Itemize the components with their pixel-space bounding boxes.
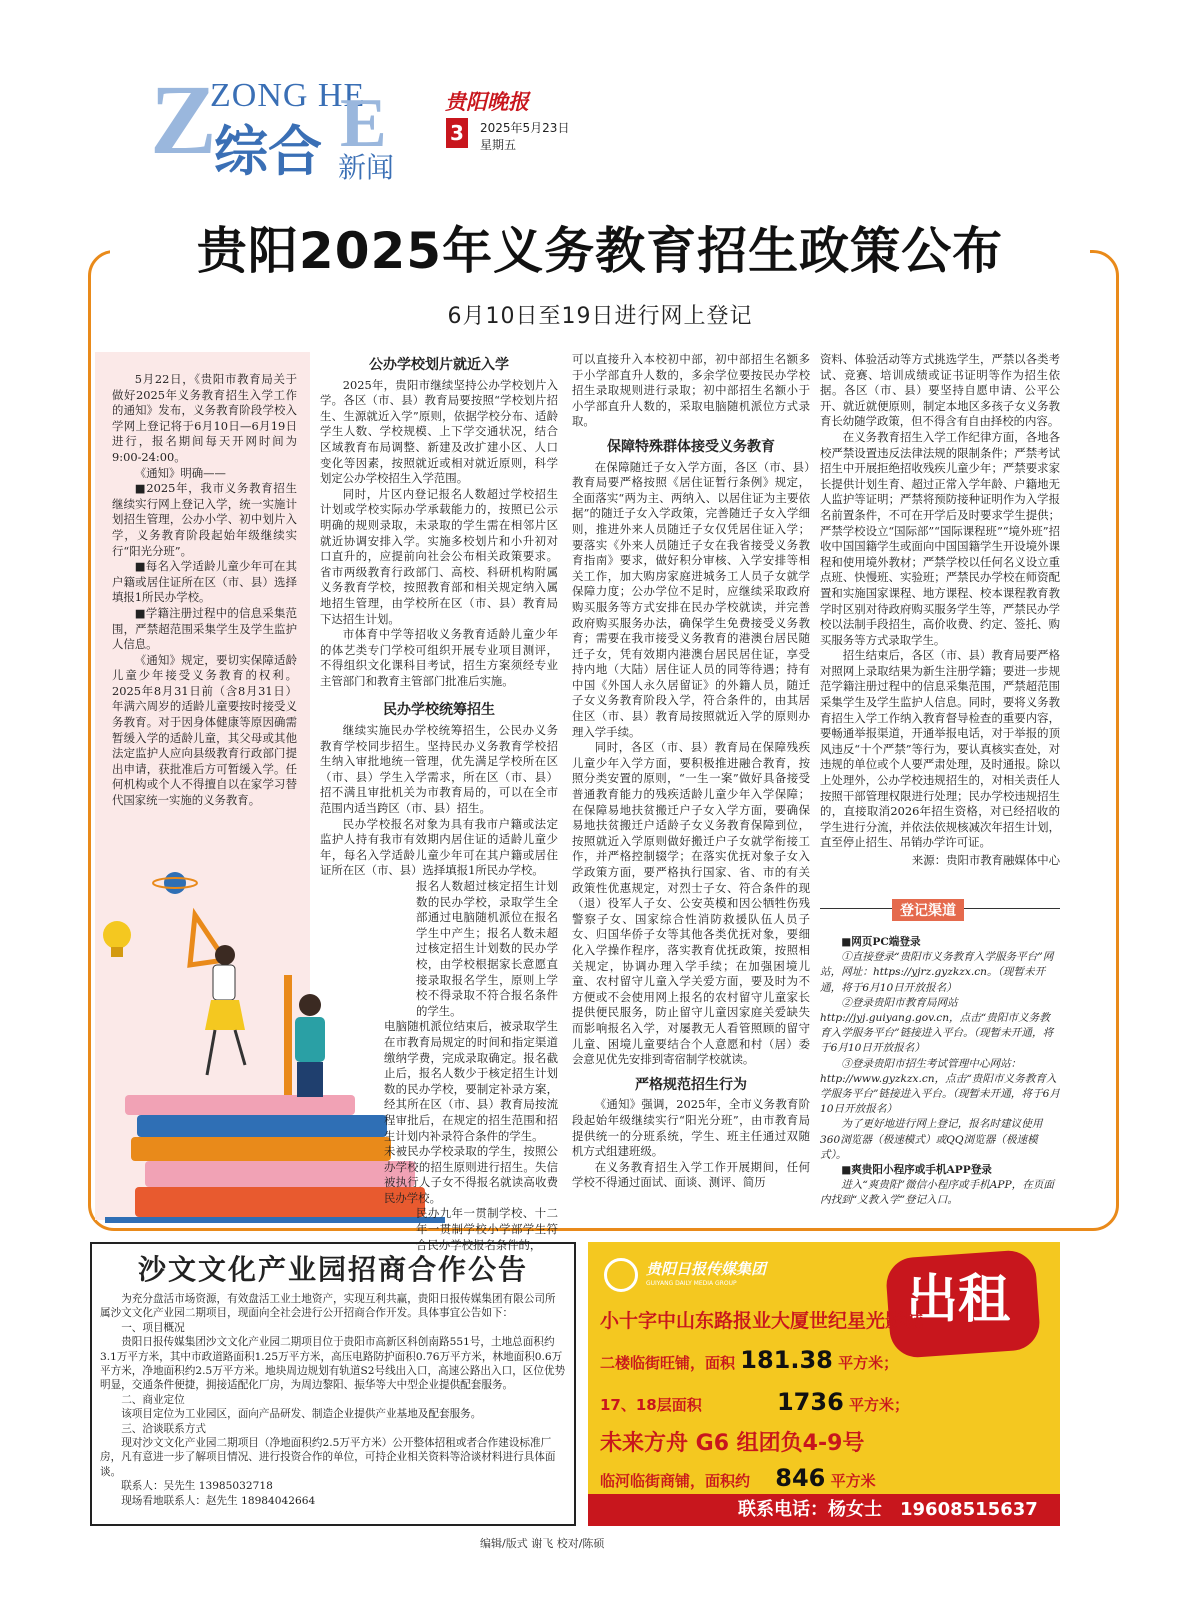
rental-ad bbox=[588, 1242, 1060, 1526]
summary-paragraph: ■每名入学适龄儿童少年可在其户籍或居住证所在区（市、县）选择填报1所民办学校。 bbox=[112, 559, 297, 605]
article-paragraph: 民办学校报名对象为具有我市户籍或法定监护人持有我市有效期内居住证的适龄儿童少年，每名入学适龄儿童少年可在其户籍或居住证所在区（市、县）选择填报1所民办学校。 bbox=[320, 816, 558, 878]
article-paragraph: 市体育中学等招收义务教育适龄儿童少年的体艺类专门学校可组织开展专业项目测评，不得组织文化课科目考试，招生方案须经专业主管部门和教育主管部门批准后实施。 bbox=[320, 627, 558, 688]
section-heading: 公办学校划片就近入学 bbox=[369, 357, 509, 373]
article-paragraph: 《通知》强调，2025年，全市义务教育阶段起始年级继续实行“阳光分班”，由市教育局提供统一的分班系统，学生、班主任通过双随机方式组建班级。 bbox=[572, 1097, 810, 1159]
notice-item: 该项目定位为工业园区，面向产品研发、制造企业提供产业基地及配套服务。 bbox=[121, 1408, 482, 1421]
article-column-2 bbox=[572, 352, 810, 1191]
registration-item: ①直接登录“贵阳市义务教育入学服务平台”网站，网址：https://yjrz.gyzkzx.cn。（现暂未开通，将于6月10日开放报名） bbox=[820, 951, 1054, 994]
article-source: 来源：贵阳市教育融媒体中心 bbox=[911, 853, 1060, 867]
masthead bbox=[150, 64, 610, 198]
registration-title: 登记渠道 bbox=[892, 899, 964, 921]
registration-item: 为了更好地进行网上登记，报名时建议使用360浏览器（极速模式）或QQ浏览器（极速模式）。 bbox=[820, 1118, 1043, 1161]
article-paragraph: 民办九年一贯制学校、十二年一贯制学校小学部学生符合民办学校报名条件的， bbox=[416, 1206, 558, 1252]
article-paragraph: 同时，各区（市、县）教育局在保障残疾儿童少年入学方面，要积极推进融合教育，按照分类安置的原则，“一生一案”做好具备接受普通教育能力的残疾适龄儿童少年入学保障；在保障易地扶贫搬迁户子女入学方面，要确保易地扶贫搬迁户适龄子女义务教育保障到位，按照就近入学原则做好搬迁户子女就学衔接工作，并严格控制辍学；在落实优抚对象子女入学政策方面，要严格执行国家、省、市的有关政策性优惠规定，对烈士子女、符合条件的现（退）役军人子女、公安英模和因公牺牲伤残警察子女、国家综合性消防救援队伍人员子女、归国华侨子女等其他各类优抚对象，要细化入学操作程序，落实教育优抚政策，按照相关规定，协调办理入学手续；在加强困境儿童、农村留守儿童入学关爱方面，要及时为不方便或不会使用网上报名的农村留守儿童家长提供便民服务，防止留守儿童因家庭关爱缺失而影响报名入学，对屡教无人看管照顾的留守儿童、困境儿童要结合个人意愿和村（居）委会意见优先安排到寄宿制学校就读。 bbox=[572, 740, 810, 1067]
rental-phone: 联系电话：杨女士 19608515637 bbox=[738, 1499, 1038, 1520]
page-footer: 编辑/版式 谢飞 校对/陈硕 bbox=[480, 1537, 605, 1550]
registration-channels bbox=[820, 900, 1060, 1209]
registration-item: ■网页PC端登录 bbox=[841, 936, 921, 948]
rental-line-4: 临河临街商铺，面积约 846 平方米 bbox=[600, 1464, 876, 1492]
article-paragraph: 在保障随迁子女入学方面，各区（市、县）教育局要严格按照《居住证暂行条例》规定，全面落实“两为主、两纳入、以居住证为主要依据”的随迁子女入学政策，完善随迁子女入学细则，推进外来人员随迁子女仅凭居住证入学；要落实《外来人员随迁子女在我省接受义务教育指南》要求，做好积分审核、入学安排等相关工作，加大购房家庭进城务工人员子女就学保障力度；公办学位不足时，应继续采取政府购买服务等方式安排在民办学校就读，并完善政府购买服务办法，确保学生免费接受义务教育；需要在我市接受义务教育的港澳台居民随迁子女，凭有效期内港澳台居民居住证，享受持内地（大陆）居住证人员的同等待遇；持有中国《外国人永久居留证》的外籍人员，随迁子女义务教育阶段入学，符合条件的，由其居住区（市、县）教育局按照就近入学的原则办理入学手续。 bbox=[572, 459, 810, 739]
paper-name: 贵阳晚报 bbox=[445, 89, 529, 114]
summary-paragraph: 5月22日，《贵阳市教育局关于做好2025年义务教育招生入学工作的通知》发布，义务教育阶段学校入学网上登记将于6月10日—6月19日进行，报名期间每天开网时间为9:00-24:00。 bbox=[112, 372, 297, 464]
notice-item: 二、商业定位 bbox=[121, 1393, 185, 1406]
notice-intro: 为充分盘活市场资源，有效盘活工业土地资产，实现互利共赢，贵阳日报传媒集团有限公司所属沙文文化产业园二期项目，现面向全社会进行公开招商合作开发。具体事宜公告如下： bbox=[100, 1293, 556, 1320]
subheadline: 6月10日至19日进行网上登记 bbox=[447, 304, 753, 329]
article-paragraph: 同时，片区内登记报名人数超过学校招生计划或学校实际办学承载能力的，按照已公示明确的规则录取，未录取的学生需在相邻片区就近协调安排入学。实施多校划片和小升初对口直升的，应提前向社会公布相关政策要求。省市两级教育行政部门、高校、科研机构附属义务教育学校，按照教育部和相关规定纳入属地招生管理，由学校所在区（市、县）教育局下达招生计划。 bbox=[320, 486, 558, 626]
article-paragraph: 报名人数超过核定招生计划数的民办学校，录取学生全部通过电脑随机派位在报名学生中产生；报名人数未超过核定招生计划数的民办学校，由学校根据家长意愿直接录取报名学生，原则上学校不得录取不符合报名条件的学生。 bbox=[416, 879, 558, 1018]
notice-item: 现对沙文文化产业园二期项目（净地面积约2.5万平方米）公开整体招租或者合作建设标准厂房，凡有意进一步了解项目情况、进行投资合作的单位，可持企业相关资料等洽谈材料进行具体面谈。 bbox=[100, 1437, 556, 1478]
rental-line-1: 二楼临街旺铺，面积 181.38 平方米； bbox=[600, 1346, 899, 1374]
article-paragraph: 未被民办学校录取的学生，按照公办学校的招生原则进行招生。失信被执行人子女不得报名就读高收费民办学校。 bbox=[384, 1144, 558, 1205]
masthead-z: Z bbox=[150, 64, 217, 175]
issue-date: 2025年5月23日 bbox=[480, 121, 570, 135]
planet-icon bbox=[164, 872, 186, 894]
page-number: 3 bbox=[446, 118, 468, 148]
article-paragraph: 可以直接升入本校初中部，初中部招生名额多于小学部直升人数的，多余学位要按民办学校招生录取规则进行录取；初中部招生名额小于小学部直升人数的，采取电脑随机派位方式录取。 bbox=[572, 352, 810, 429]
article-column-3 bbox=[820, 352, 1060, 869]
article-paragraph: 资料、体验活动等方式挑选学生，严禁以各类考试、竞赛、培训成绩或证书证明等作为招生依据。各区（市、县）要坚持自愿申请、公平公开、就近就便原则，制定本地区多孩子女义务教育长幼随学政策，但不得含有自由择校的内容。 bbox=[820, 352, 1060, 429]
masthead-latin: ZONG HE bbox=[210, 77, 366, 114]
summary-paragraph: ■2025年，我市义务教育招生继续实行网上登记入学，统一实施计划招生管理，公办小学、初中划片入学，义务教育阶段起始年级继续实行“阳光分班”。 bbox=[112, 481, 297, 558]
article-column-1 bbox=[320, 352, 558, 1253]
media-group-logo-icon bbox=[604, 1258, 638, 1292]
rental-line-2: 17、18层面积 1736 平方米； bbox=[600, 1388, 910, 1416]
notice-contact: 现场看地联系人：赵先生 18984042664 bbox=[121, 1494, 316, 1507]
rental-location: 小十字中山东路报业大厦世纪星光影城 bbox=[600, 1310, 924, 1332]
summary-paragraph: 《通知》规定，要切实保障适龄儿童少年接受义务教育的权利。2025年8月31日前（含8月31日）年满六周岁的适龄儿童要按时接受义务教育。对于因身体健康等原因确需暂缓入学的适龄儿童，其父母或其他法定监护人应向县级教育行政部门提出申请，获批准后方可暂缓入学。任何机构或个人不得擅自以在家学习替代国家统一实施的义务教育。 bbox=[112, 652, 297, 808]
registration-item: ③登录贵阳市招生考试管理中心网站：http://www.gyzkzx.cn，点击“贵阳市义务教育入学服务平台”链接进入平台。（现暂未开通，将于6月10日开放报名） bbox=[820, 1057, 1060, 1116]
notice-item: 三、洽谈联系方式 bbox=[121, 1422, 206, 1435]
media-group-name: 贵阳日报传媒集团 bbox=[646, 1260, 767, 1278]
masthead-e: E bbox=[340, 85, 387, 162]
issue-weekday: 星期五 bbox=[480, 138, 517, 152]
article-paragraph: 招生结束后，各区（市、县）教育局要严格对照网上录取结果为新生注册学籍；要进一步规范学籍注册过程中的信息采集范围，严禁超范围采集学生及学生监护人信息。同时，要将义务教育招生入学工作纳入教育督导检查的重要内容，要畅通举报渠道，开通举报电话，对于举报的顶风违反“十个严禁”等行为，要认真核实查处，对违规的单位或个人要严肃处理，及时通报。除以上处理外，公办学校违规招生的，对相关责任人按照干部管理权限进行处理；民办学校违规招生的，直接取消2026年招生资格，对已经招收的学生进行分流，并依法依规核减次年招生计划，直至停止招生、吊销办学许可证。 bbox=[820, 648, 1060, 850]
notice-contact: 联系人：吴先生 13985032718 bbox=[121, 1480, 273, 1493]
registration-item: ②登录贵阳市教育局网站http://jyj.guiyang.gov.cn，点击“贵阳市义务教育入学服务平台”链接进入平台。（现暂未开通，将于6月10日开放报名） bbox=[820, 996, 1054, 1055]
media-group-name-en: GUIYANG DAILY MEDIA GROUP bbox=[646, 1280, 737, 1287]
rental-stamp-text: 出租 bbox=[906, 1270, 1011, 1330]
article-paragraph: 2025年，贵阳市继续坚持公办学校划片入学。各区（市、县）教育局要按照“学校划片招生、生源就近入学”原则，依据学校分布、适龄学生人数、学校规模、上下学交通状况，结合区域教育布局调整、新建及改扩建小区、人口变化等因素，按照就近或相对就近原则，科学划定公办学校招生入学范围。 bbox=[320, 377, 558, 486]
section-heading: 民办学校统筹招生 bbox=[383, 702, 495, 719]
investment-notice-ad bbox=[90, 1242, 576, 1526]
summary-paragraph: 《通知》明确—— bbox=[134, 465, 226, 480]
registration-item: ■爽贵阳小程序或手机APP登录 bbox=[841, 1164, 992, 1177]
article-paragraph: 在义务教育招生入学工作开展期间，任何学校不得通过面试、面谈、测评、简历 bbox=[572, 1159, 810, 1190]
article-paragraph: 电脑随机派位结束后，被录取学生在市教育局规定的时间和指定渠道缴纳学费，完成录取确定。报名截止后，报名人数少于核定招生计划数的民办学校，要制定补录方案，经其所在区（市、县）教育局按流程审批后，在规定的招生范围和招生计划内补录符合条件的学生。 bbox=[384, 1019, 558, 1143]
section-heading: 严格规范招生行为 bbox=[635, 1076, 747, 1093]
summary-paragraph: ■学籍注册过程中的信息采集范围，严禁超范围采集学生及学生监护人信息。 bbox=[112, 605, 297, 652]
lightbulb-icon bbox=[103, 921, 131, 949]
article-paragraph: 在义务教育招生入学工作纪律方面，各地各校严禁设置违反法律法规的限制条件；严禁考试招生中开展拒绝招收残疾儿童少年；严禁要求家长提供计划生育、超过正常入学年龄、户籍地无人监护等证明；严禁将预防接种证明作为入学报名前置条件，不可在开学后及时要求学生提供；严禁学校设立“国际部”“国际课程班”“境外班”招收中国国籍学生或面向中国国籍学生开设境外课程和使用境外教材；严禁学校以任何名义设立重点班、快慢班、实验班；严禁民办学校在师资配置和实施国家课程、地方课程、校本课程教育教学时区别对待政府购买服务学生等，严禁民办学校以法制手段招生，高价收费、约定、签托、购买服务等方式录取学生。 bbox=[820, 429, 1060, 647]
summary-text bbox=[112, 372, 297, 809]
article-paragraph: 继续实施民办学校统筹招生，公民办义务教育学校同步招生。坚持民办义务教育学校招生纳入审批地统一管理，优先满足学校所在区（市、县）学生入学需求，所在区（市、县）招不满且审批机关为市教育局的，可以在全市范围内适当跨区（市、县）招生。 bbox=[320, 723, 558, 816]
notice-item: 一、项目概况 bbox=[121, 1321, 185, 1334]
headline: 贵阳2025年义务教育招生政策公布 bbox=[110, 218, 1090, 284]
rental-line-3: 未来方舟 G6 组团负4-9号 bbox=[600, 1431, 865, 1456]
masthead-zh-title: 综合 bbox=[214, 120, 322, 183]
section-heading: 保障特殊群体接受义务教育 bbox=[607, 438, 775, 455]
registration-item: 进入“爽贵阳”微信小程序或手机APP，在页面内找到“义教入学”登记入口。 bbox=[820, 1179, 1055, 1207]
notice-title: 沙文文化产业园招商合作公告 bbox=[137, 1253, 528, 1286]
notice-item: 贵阳日报传媒集团沙文文化产业园二期项目位于贵阳市高新区科创南路551号，土地总面积约3.1万平方米，其中市政道路面积1.25万平方米，高压电路防护面积0.76万平方米，林地面积0.6万平方米，净地面积约2.5万平方米。地块周边规划有轨道S2号线出入口，高速公路出入口，区位优势明显，交通条件便捷，拥接适配化厂房，为周边黎阳、振华等大中型企业提供配套服务。 bbox=[100, 1336, 566, 1392]
masthead-zh-sub: 新闻 bbox=[338, 151, 395, 184]
